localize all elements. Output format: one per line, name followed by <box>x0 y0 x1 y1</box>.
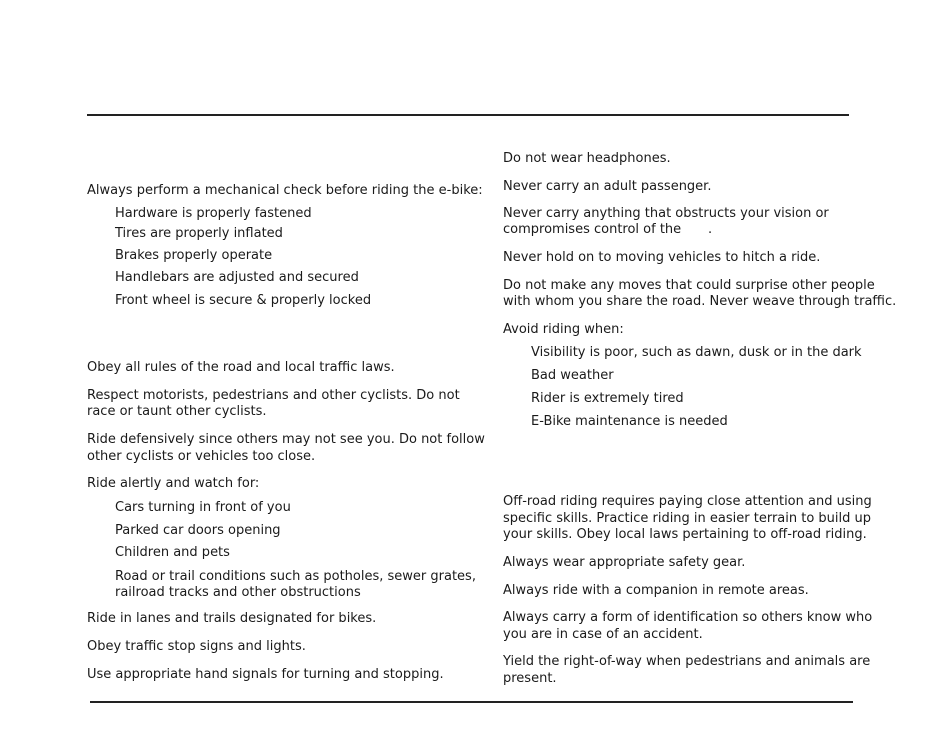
check-item: Hardware is properly fastened <box>115 206 312 221</box>
rule-surprise-line-1: Do not make any moves that could surprise other people <box>503 278 875 293</box>
rule-identification-line-1: Always carry a form of identification so others know who <box>503 610 873 625</box>
check-item: Front wheel is secure & properly locked <box>115 293 372 308</box>
check-item: Brakes properly operate <box>115 248 273 263</box>
rule-lanes: Ride in lanes and trails designated for bikes. <box>87 611 377 626</box>
offroad-line-1: Off-road riding requires paying close attention and using <box>503 494 872 509</box>
rule-defensive-line-1: Ride defensively since others may not see you. Do not follow <box>87 432 485 447</box>
rule-defensive-line-2: other cyclists or vehicles too close. <box>87 449 316 464</box>
rule-companion: Always ride with a companion in remote areas. <box>503 583 809 598</box>
avoid-item: Bad weather <box>531 368 614 383</box>
rule-obstruct-line-2: compromises control of the <box>503 222 682 237</box>
avoid-item: Visibility is poor, such as dawn, dusk or in the dark <box>531 345 862 360</box>
top-divider <box>87 114 849 116</box>
rule-surprise-line-2: with whom you share the road. Never weave through traffic. <box>503 294 897 309</box>
check-item: Handlebars are adjusted and secured <box>115 270 359 285</box>
watch-item: Children and pets <box>115 545 230 560</box>
mechanical-check-intro: Always perform a mechanical check before riding the e-bike: <box>87 183 483 198</box>
rule-yield-line-1: Yield the right-of-way when pedestrians and animals are <box>503 654 871 669</box>
offroad-line-2: specific skills. Practice riding in easier terrain to build up <box>503 511 872 526</box>
rule-respect-line-1: Respect motorists, pedestrians and other cyclists. Do not <box>87 388 460 403</box>
rule-respect-line-2: race or taunt other cyclists. <box>87 404 267 419</box>
watch-item: Cars turning in front of you <box>115 500 291 515</box>
watch-item: Parked car doors opening <box>115 523 281 538</box>
avoid-intro: Avoid riding when: <box>503 322 624 337</box>
rule-headphones: Do not wear headphones. <box>503 151 671 166</box>
rule-yield-line-2: present. <box>503 671 557 686</box>
offroad-line-3: your skills. Obey local laws pertaining to off-road riding. <box>503 527 867 542</box>
rule-obey-laws: Obey all rules of the road and local traffic laws. <box>87 360 395 375</box>
rule-safety-gear: Always wear appropriate safety gear. <box>503 555 746 570</box>
check-item: Tires are properly inflated <box>115 226 283 241</box>
rule-obstruct-period: . <box>708 222 713 237</box>
rule-hand-signals: Use appropriate hand signals for turning and stopping. <box>87 667 444 682</box>
avoid-item: Rider is extremely tired <box>531 391 684 406</box>
rule-identification-line-2: you are in case of an accident. <box>503 627 703 642</box>
bottom-divider <box>90 701 853 703</box>
avoid-item: E-Bike maintenance is needed <box>531 414 728 429</box>
rule-obstruct-line-1: Never carry anything that obstructs your vision or <box>503 206 829 221</box>
rule-passenger: Never carry an adult passenger. <box>503 179 712 194</box>
watch-intro: Ride alertly and watch for: <box>87 476 260 491</box>
rule-hitch: Never hold on to moving vehicles to hitch a ride. <box>503 250 821 265</box>
watch-item-road-line-2: railroad tracks and other obstructions <box>115 585 361 600</box>
rule-traffic-stop: Obey traffic stop signs and lights. <box>87 639 306 654</box>
watch-item-road-line-1: Road or trail conditions such as potholes, sewer grates, <box>115 569 476 584</box>
